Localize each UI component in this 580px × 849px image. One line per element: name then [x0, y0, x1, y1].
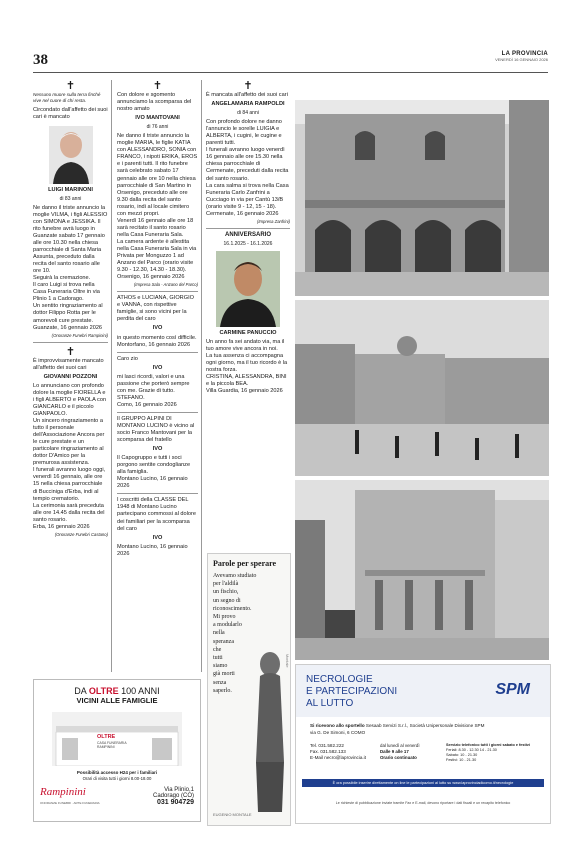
advert-phone: 031 904729: [157, 799, 194, 806]
verse-line: saperlo.: [213, 687, 232, 694]
message-place: Montorfano, 16 gennaio 2026: [117, 341, 191, 348]
obituary-rest: Il caro Luigi si trova nella Casa Funeraria Oltre in via Plinio 1 a Cadorago.: [33, 282, 100, 303]
advert-subtitle: VICINI ALLE FAMIGLIE: [76, 696, 158, 705]
verse-side-note: Montale: [285, 654, 289, 668]
building-sign: OLTRE: [97, 734, 116, 740]
verse-line: speranza: [213, 638, 234, 645]
photo-street: [295, 480, 549, 660]
newspaper-name: LA PROVINCIA: [501, 51, 548, 57]
page-header: [33, 50, 548, 73]
advert-contacts: [153, 787, 194, 806]
spm-title-line: NECROLOGIE: [306, 674, 373, 685]
message-text: Il GRUPPO ALPINI DI MONTANO LUCINO è vicino al socio Franco Mantovani per la scomparsa del fratello: [117, 415, 195, 444]
message-place: Montano Lucino, 16 gennaio 2026: [117, 476, 188, 490]
funeral-home: (Impresa Sala - Anzano del Parco): [133, 282, 198, 288]
rampinini-logo: Rampinini: [40, 786, 86, 798]
issue-date: VENERDÌ 16 GENNAIO 2026: [495, 57, 548, 62]
message-text: Il Capogruppo e tutti i soci porgono sentite condoglianze alla famiglia.: [117, 455, 191, 476]
verse-author: EUGENIO MONTALE: [213, 812, 252, 817]
obituary-intro: È mancata all'affetto dei suoi cari: [206, 92, 288, 98]
deceased-name: IVO: [152, 446, 163, 453]
portrait-luigi-marinoni: [49, 126, 93, 184]
deceased-name: LUIGI MARINONI: [48, 186, 93, 193]
newspaper-masthead: [495, 51, 548, 62]
funeral-home: (Onoranze Funebri Rampinini): [51, 332, 108, 338]
message-text: I coscritti della CLASSE DEL 1948 di Montano Lucino partecipano commossi al dolore dei familiari per la scomparsa del caro: [117, 497, 196, 532]
verse-line: siamo: [213, 663, 228, 670]
spm-hours: [380, 743, 420, 761]
verse-line: un segno di: [213, 597, 241, 604]
advert-headline-post: 100 ANNI: [118, 686, 160, 696]
portrait-photo: [49, 126, 93, 184]
message-place: Como, 16 gennaio 2026: [117, 401, 177, 408]
quote: Nessuno muore sulla terra finché vive nel cuore di chi resta.: [33, 92, 101, 103]
obituary-followup: Seguirà la cremazione.: [33, 275, 91, 282]
spm-phone-service-title: Servizio telefonico tutti i giorni sabato e festivi: [446, 743, 530, 747]
obituary-thanks: Un sentito ringraziamento al dottor Filippo Rotta per le amorevoli cure prestate.: [33, 303, 103, 324]
spm-office-intro: Si ricevono allo sportello: [310, 723, 365, 728]
obituary-column-3: [206, 80, 290, 395]
spm-address: via G. De Simoni, 6 COMO: [310, 730, 366, 735]
advert-headline-pre: DA: [74, 686, 89, 696]
obituary-visit: Venerdì 16 gennaio alle ore 18 sarà recitato il santo rosario nella Casa Funeraria Sala.: [117, 217, 194, 238]
verse-line: Mi provo: [213, 614, 236, 621]
spm-days: dal lunedì al venerdì: [380, 743, 420, 748]
message-text: mi lasci ricordi, valori e una passione che porterò sempre con me. Grazie di tutto.: [117, 373, 190, 394]
divider: [33, 342, 108, 343]
obituary-room: La camera ardente è allestita nella Casa Funeraria Sala in via Privata per Monguzzo 1 ad Anzano del Parco (orario visite 9.30 - 12.30, 14.30 - 18.30).: [117, 238, 197, 274]
message-text: ATHOS e LUCIANA, GIORGIO e VANNA, con rispettive famiglie, si sono vicini per la perdita del caro: [117, 295, 194, 323]
obituary-place: Cermenate, 16 gennaio 2026: [206, 210, 279, 217]
anniversary-place: Villa Guardia, 16 gennaio 2026: [206, 388, 283, 395]
statue-illustration: [252, 642, 288, 812]
deceased-age: di 83 anni: [59, 195, 82, 202]
column-divider: [201, 80, 202, 672]
spm-fax: Fax. 031.582.133: [310, 749, 346, 754]
verse-line: un fischio,: [213, 589, 239, 596]
portrait-photo: [216, 251, 280, 327]
verse-line: senza: [213, 679, 227, 686]
verse-line: a modularlo: [213, 622, 242, 629]
advert-address: Via Plinio,1: [164, 787, 194, 793]
verse-line: Avevamo studiato: [213, 573, 257, 579]
divider: [206, 228, 290, 229]
obituary-intro: È improvvisamente mancato all'affetto dei suoi cari: [33, 357, 104, 371]
spm-continuous: Orario continuato: [380, 755, 417, 760]
spm-email[interactable]: E-Mail necro@laprovincia.it: [310, 755, 366, 760]
deceased-name: CARMINE PANUCCIO: [219, 329, 277, 336]
verse-line: già morti: [213, 671, 235, 678]
spm-tel: Tel. 031.582.222: [310, 743, 344, 748]
cross-icon: ✝: [152, 79, 163, 92]
message-place: Montano Lucino, 16 gennaio 2026: [117, 543, 188, 557]
verse-title: Parole per sperare: [213, 559, 277, 568]
historic-photo-street: [295, 480, 549, 660]
cross-icon: ✝: [65, 344, 76, 358]
message-sender: STEFANO.: [117, 394, 145, 401]
divider: [117, 352, 198, 353]
obituary-funeral: I funerali avranno luogo oggi, venerdì 16 gennaio, alle ore 15 nella chiesa parrocchiale di Bucciniga d'Erba, indi al tempio crematorio.: [33, 467, 106, 502]
deceased-name: IVO: [152, 534, 163, 541]
verse-box: [207, 553, 291, 826]
anniversary-dates: 16.1.2025 - 16.1.2026: [223, 240, 273, 247]
spm-office: [310, 723, 484, 728]
obituary-body: Ne danno il triste annuncio la moglie MARIA, le figlie KATIA con ALESSANDRO, SONIA con FRANCO, i nipoti ERIKA, EROS e i parenti tutti. Il rito funebre sarà celebrato sabato 17 gennaio alle ore 10 nella chiesa parrocchiale di San Martino in Orsenigo, preceduto alle ore 9.30 dalla recita del santo rosario, indi al locale cimitero con mezzi propri.: [117, 133, 198, 217]
portrait-carmine-panuccio: [216, 251, 280, 327]
anniversary-title: ANNIVERSARIO: [224, 231, 271, 238]
obituary-body: Con profondo dolore ne danno l'annuncio le sorelle LUIGIA e ALBERTA, i cugini, le cugine e parenti tutti.: [206, 119, 282, 147]
advert-brand: OLTRE: [88, 686, 119, 696]
divider: [117, 291, 198, 292]
spm-title-line: AL LUTTO: [306, 698, 354, 709]
deceased-name: IVO MANTOVANI: [135, 115, 180, 122]
verse-line: nella: [213, 630, 225, 637]
building-sign-sub: RAMPININI: [97, 745, 115, 749]
obituary-place: Erba, 16 gennaio 2026: [33, 523, 90, 530]
photo-broletto: [295, 100, 549, 296]
advert-access: Possibilità accesso H24 per i familiari: [76, 770, 158, 775]
obituary-thanks: Un sincero ringraziamento a tutto il personale dell'Associazione Ancora per le cure prestate e un particolare ringraziamento al dottor D'Amico per la premurosa assistenza.: [33, 418, 105, 467]
funeral-home: (Onoranze Funebri Castano): [54, 531, 108, 537]
cross-icon: ✝: [65, 79, 76, 92]
verse-line: per l'aldilà: [213, 581, 239, 588]
spm-contacts: [310, 743, 366, 761]
verse-line: tutti: [213, 655, 223, 662]
obituary-body: Lo annunciano con profondo dolore la moglie FIORELLA e i figli ALBERTO e PAOLA con GIANCARLO e il piccolo GIANPAOLO.: [33, 382, 107, 417]
spm-time: Dalle 9 alle 17: [380, 749, 409, 754]
spm-footer: Le richieste di pubblicazione inviate tramite Fax e E-mail, devono riportare i dati fiscali e un recapito telefonico: [335, 801, 511, 805]
building-sign-sub: CASA FUNERARIA: [97, 741, 127, 745]
anniversary-from: CRISTINA, ALESSANDRA, BINI e la piccola BEA.: [206, 374, 287, 388]
obituary-funeral: I funerali avranno luogo venerdì 16 gennaio alle ore 15.30 nella chiesa parrocchiale di Cermenate, preceduti dalla recita del santo rosario.: [206, 147, 289, 182]
advert-rampinini[interactable]: [33, 679, 201, 822]
spm-title-line: E PARTECIPAZIONI: [306, 686, 398, 697]
historic-photo-broletto: [295, 100, 549, 296]
anniversary-text: La tua assenza ci accompagna ogni giorno, ma il tuo ricordo è la nostra forza.: [206, 353, 288, 374]
spm-title: [306, 674, 397, 710]
funeral-home: (Impresa Zanfrini): [256, 218, 290, 224]
page-number: 38: [33, 52, 48, 68]
building-graphic: [52, 712, 182, 766]
cross-icon: ✝: [243, 79, 253, 92]
message-text: Caro zio: [117, 355, 138, 362]
photo-square: [295, 300, 549, 476]
deceased-name: ANGELAMARIA RAMPOLDI: [211, 101, 285, 108]
obituary-column-1: [33, 80, 108, 538]
spm-phone-hours: Feriali: 8.30 - 12.30 14 - 21.30: [446, 748, 497, 752]
spm-logo: SPM: [495, 681, 530, 698]
divider: [117, 493, 198, 494]
obituary-column-2: [117, 80, 198, 558]
building-illustration: [52, 712, 182, 766]
spm-phone-hours: Festivi: 10 - 21.30: [446, 758, 477, 762]
deceased-age: di 84 anni: [237, 110, 259, 117]
spm-phone-service: [446, 743, 546, 763]
obituary-intro: Con dolore e sgomento annunciamo la scomparsa del nostro amato: [117, 92, 192, 113]
advert-headline: [34, 686, 200, 696]
historic-photo-square: [295, 300, 549, 476]
rampinini-logo-sub: ONORANZE FUNEBRI · ARTE FUNERARIA: [40, 801, 100, 805]
spm-phone-hours: Sabato: 10 - 21.30: [446, 753, 478, 757]
spm-web-banner[interactable]: È ora possibile inserire direttamente on line le partecipazioni al lutto su www.laprovinciadicomo.it/necrologie: [302, 779, 544, 787]
obituary-rosary: La cerimonia sarà preceduta alle ore 14.45 dalla recita del santo rosario.: [33, 502, 105, 523]
deceased-name: IVO: [152, 325, 163, 332]
deceased-age: di 76 anni: [146, 124, 169, 131]
deceased-name: GIOVANNI POZZONI: [43, 373, 98, 380]
obituary-rest: La cara salma si trova nella Casa Funeraria Carlo Zanfrini a Cucciago in via per Cantù 13/B (orario visite 9 - 12, 15 - 18).: [206, 182, 289, 210]
anniversary-text: Un anno fa sei andato via, ma il tuo amore vive ancora in noi.: [206, 338, 285, 353]
spm-office-name: Sesaab Servizi S.r.l., Società Unipersonale Divisione SPM: [365, 723, 485, 728]
obituary-intro: Circondato dall'affetto dei suoi cari è mancato: [33, 106, 108, 120]
advert-spm[interactable]: [295, 664, 551, 824]
divider: [117, 412, 198, 413]
deceased-name: IVO: [152, 364, 163, 371]
obituary-place: Guanzate, 16 gennaio 2026: [33, 324, 103, 331]
verse-line: che: [213, 646, 222, 653]
advert-city: Cadorago (CO): [152, 793, 194, 799]
advert-hours: Orari di visita tutti i giorni 8.00-18.00: [82, 776, 152, 781]
column-divider: [111, 80, 112, 672]
message-text: in questo momento così difficile.: [117, 334, 197, 341]
verse-line: riconoscimento.: [213, 605, 252, 612]
obituary-body: Ne danno il triste annuncio la moglie VILMA, i figli ALESSIO con SIMONA e JESSIKA. Il rito funebre avrà luogo in Guanzate sabato 17 gennaio alle ore 10.30 nella chiesa parrocchiale di Santa Maria Assunta, preceduto dalla recita del santo rosario alle ore 10.: [33, 204, 108, 275]
obituary-place: Orsenigo, 16 gennaio 2026: [117, 274, 185, 281]
